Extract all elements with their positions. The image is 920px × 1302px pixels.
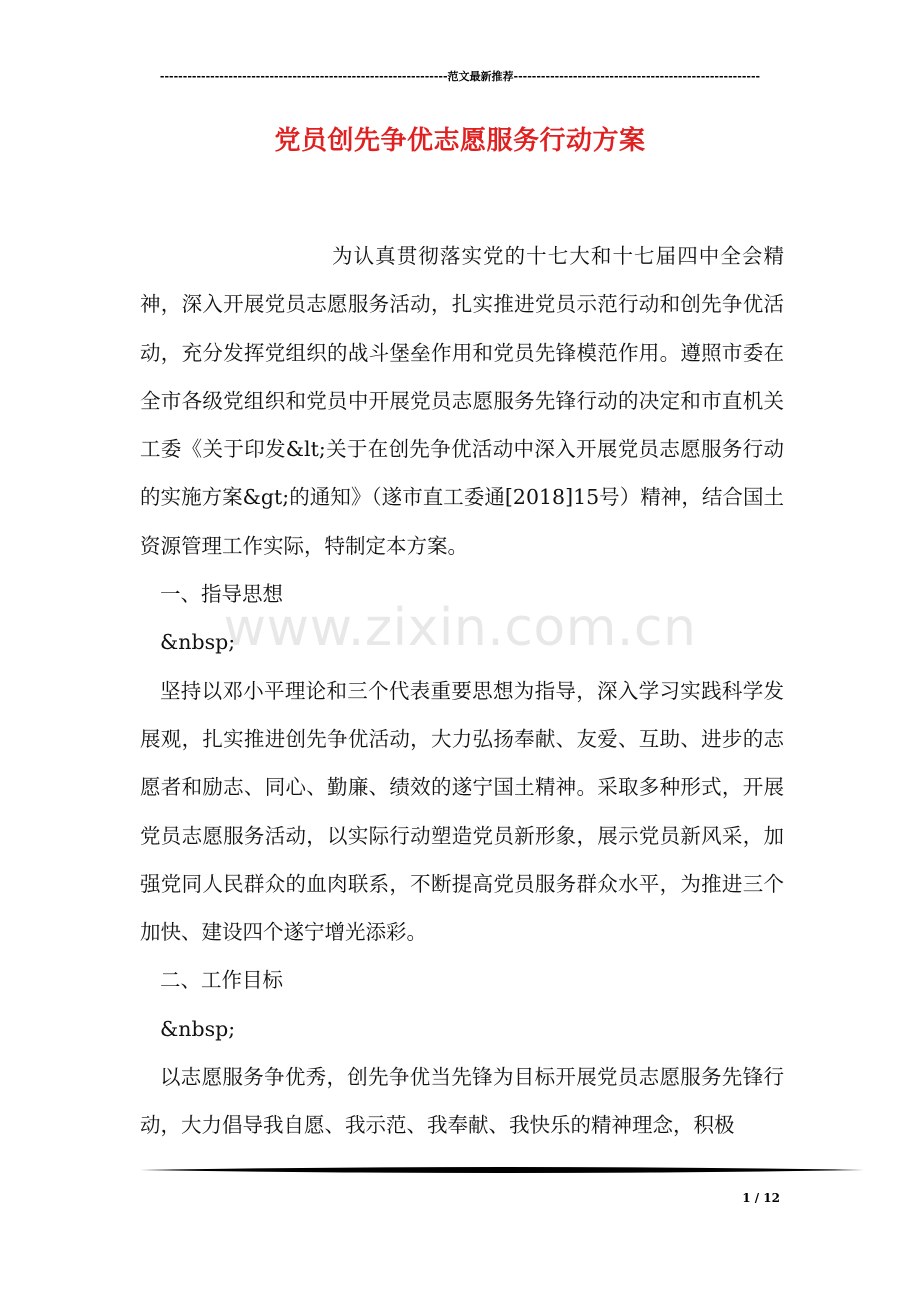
goals-paragraph: 以志愿服务争优秀，创先争优当先锋为目标开展党员志愿服务先锋行动，大力倡导我自愿、我示范、我奉献、我快乐的精神理念，积极	[140, 1065, 784, 1138]
intro-paragraph: 为认真贯彻落实党的十七大和十七届四中全会精神，深入开展党员志愿服务活动，扎实推进党员示范行动和创先争优活动，充分发挥党组织的战斗堡垒作用和党员先锋模范作用。遵照市委在全市各级党组织和党员中开展党员志愿服务先锋行动的决定和市直机关工委《关于印发&lt;关于在创先争优活动中深入开展党员志愿服务行动的实施方案&gt;的通知》（遂市直工委通[2018]15号）精神，结合国土资源管理工作实际，特制定本方案。	[140, 244, 784, 558]
footer-divider	[140, 1165, 864, 1175]
section-heading-goals: 二、工作目标	[160, 968, 283, 993]
document-body	[140, 232, 784, 1150]
page-header: ---------------------------------------------------------------范文最新推荐------------------------------------------------------	[159, 70, 761, 83]
nbsp-line: &nbsp;	[160, 1016, 236, 1041]
watermark: www.zixin.com.cn	[223, 598, 697, 658]
section-heading-guiding: 一、指导思想	[160, 582, 283, 607]
nbsp-line: &nbsp;	[160, 630, 236, 655]
guiding-paragraph: 坚持以邓小平理论和三个代表重要思想为指导，深入学习实践科学发展观，扎实推进创先争优活动，大力弘扬奉献、友爱、互助、进步的志愿者和励志、同心、勤廉、绩效的遂宁国土精神。采取多种形式，开展党员志愿服务活动，以实际行动塑造党员新形象，展示党员新风采，加强党同人民群众的血肉联系，不断提高党员服务群众水平，为推进三个加快、建设四个遂宁增光添彩。	[140, 678, 784, 945]
page-number: 1 / 12	[742, 1191, 780, 1205]
document-title: 党员创先争优志愿服务行动方案	[274, 126, 646, 156]
